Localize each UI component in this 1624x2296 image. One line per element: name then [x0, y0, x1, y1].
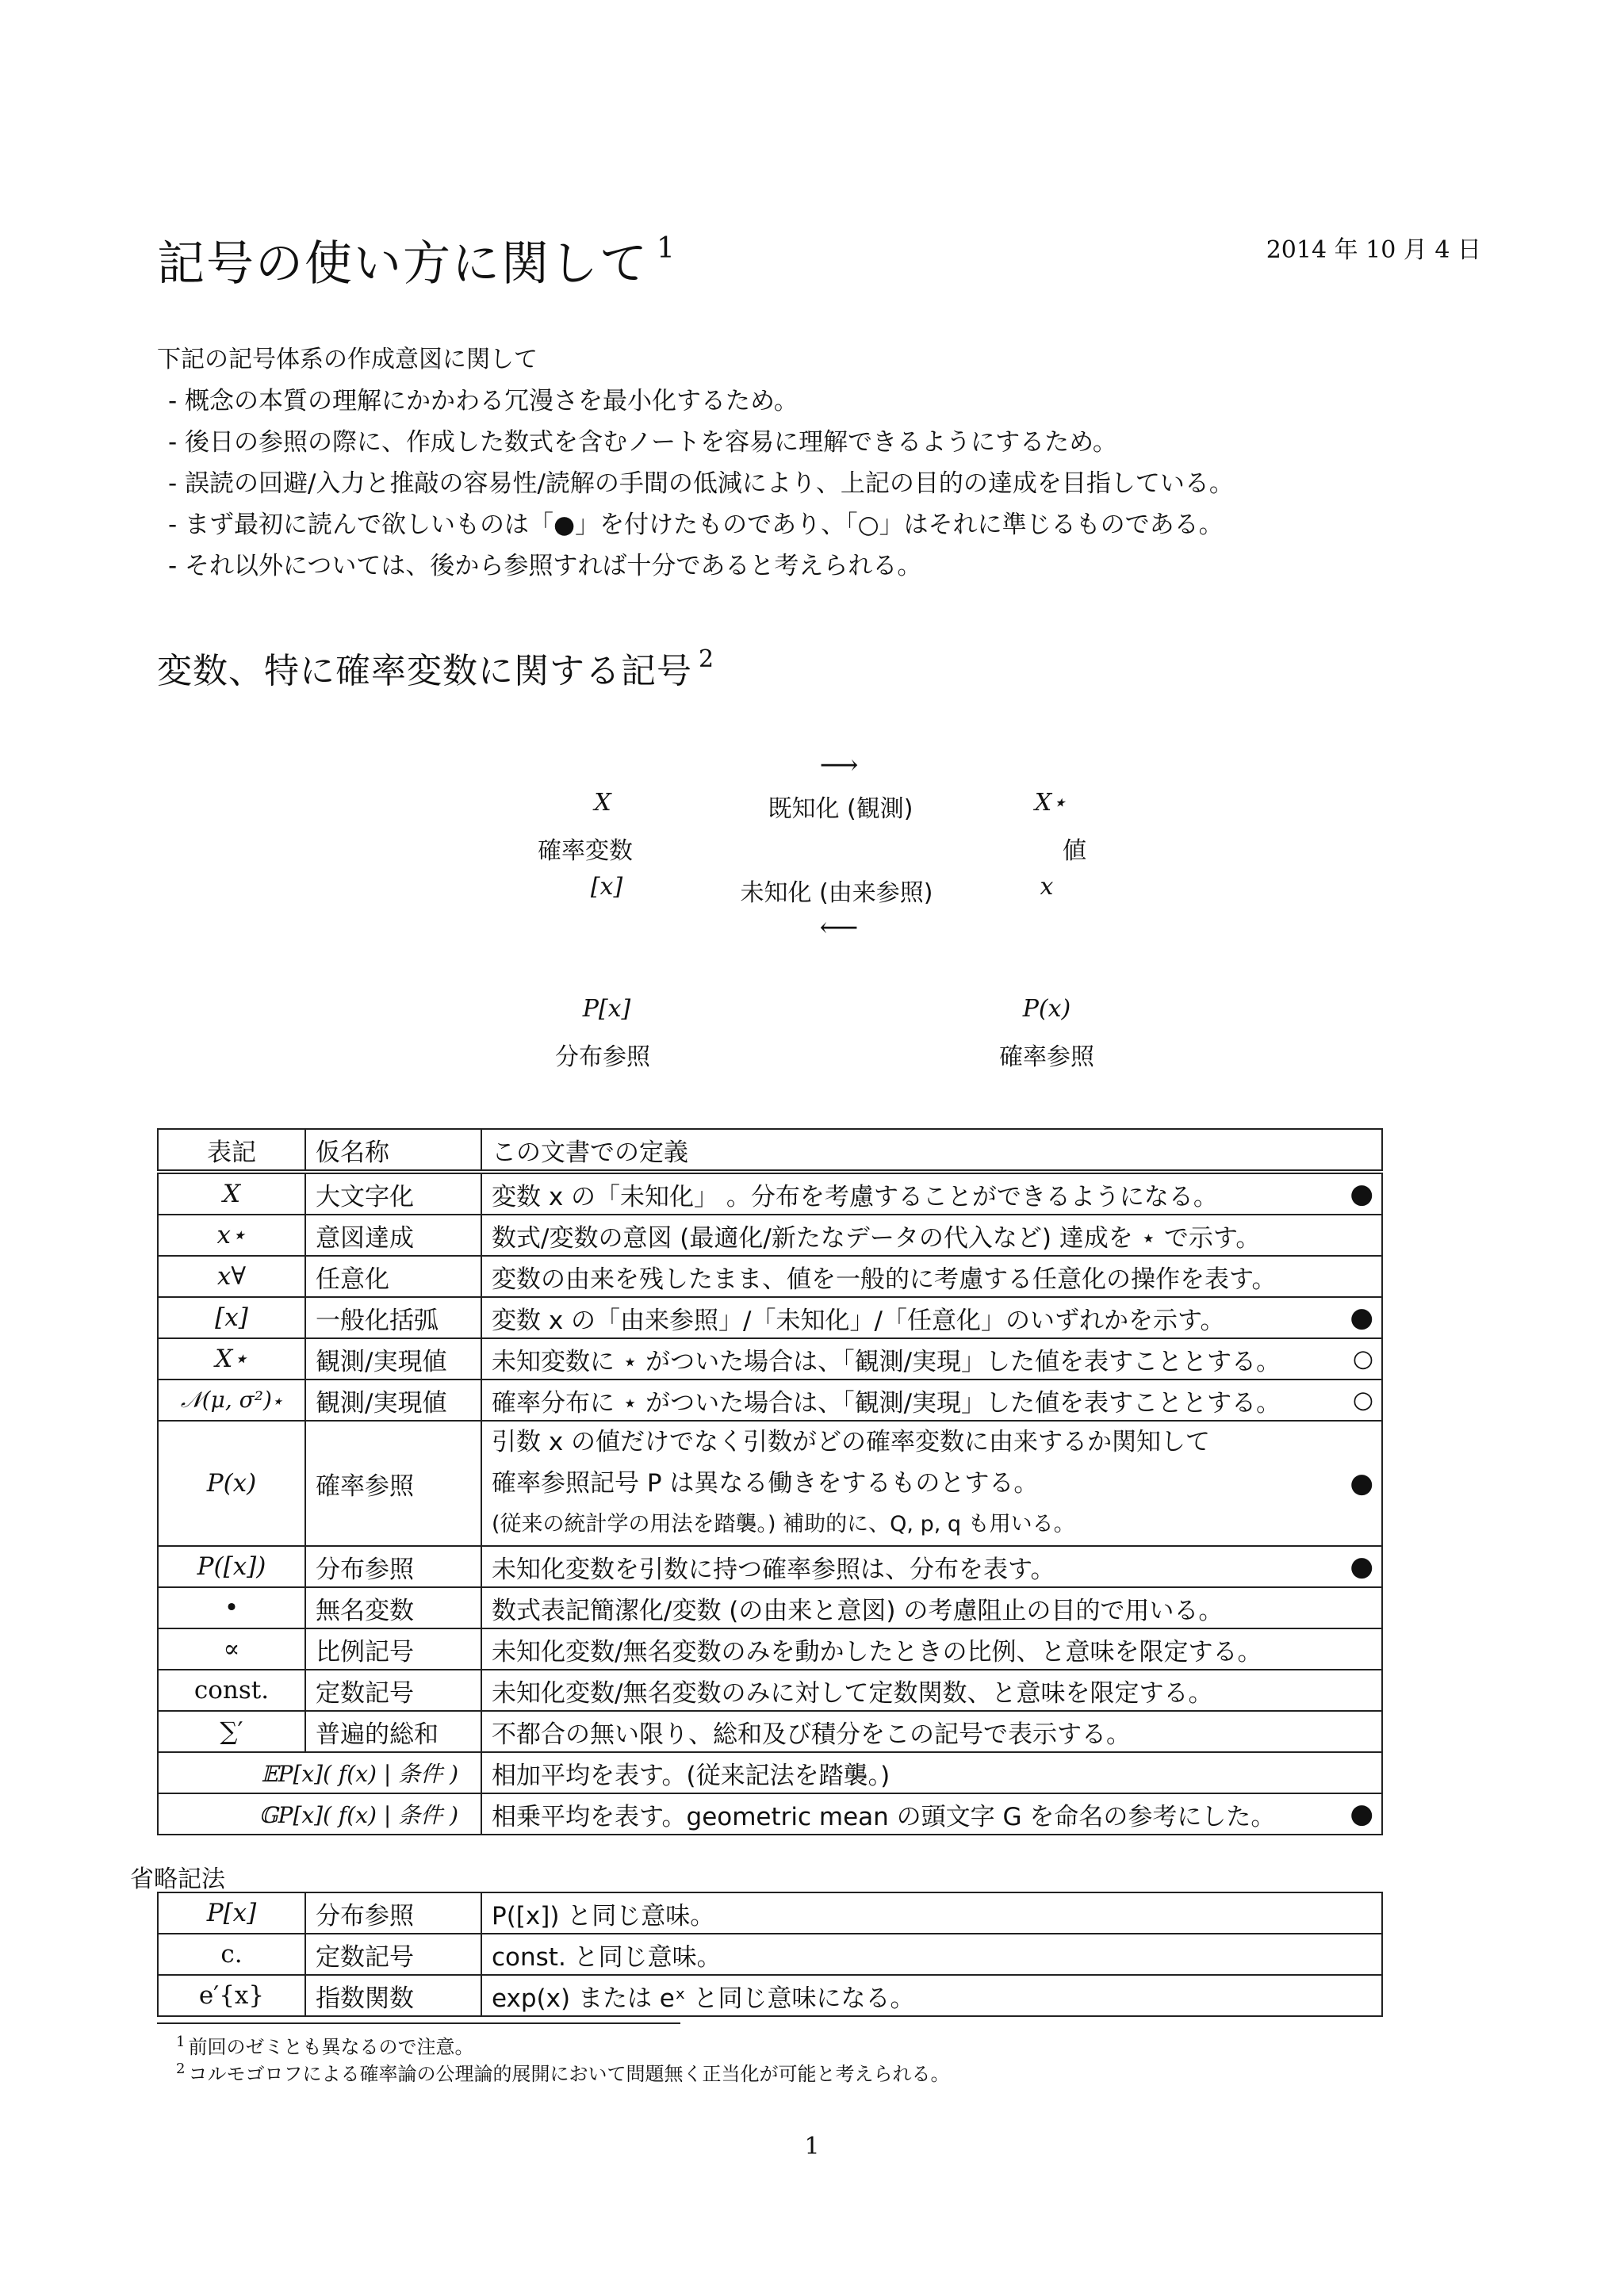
table-row: [158, 1892, 1382, 1934]
diagram-right-lower: x: [1040, 873, 1054, 901]
table-row: [158, 1975, 1382, 2016]
open-circle-icon: ○: [1352, 1386, 1373, 1414]
name-cell: 普遍的総和: [305, 1711, 481, 1752]
diagram-left-symbol: X: [594, 789, 611, 817]
abbrev-heading: 省略記法: [130, 1866, 225, 1893]
symbol-cell: x∀: [158, 1256, 305, 1297]
symbol-cell: X: [158, 1173, 305, 1215]
arrow-left-icon: ⟵: [819, 912, 859, 943]
definition-cell: [481, 1338, 1382, 1380]
definition-cell: [481, 1173, 1382, 1215]
open-circle-icon: ○: [1352, 1345, 1373, 1373]
table-row: [158, 1793, 1382, 1835]
symbol-cell: 𝔼P[x]( f(x) | 条件 ): [158, 1752, 481, 1793]
intro-list: [168, 381, 1234, 587]
symbol-cell: P([x]): [158, 1546, 305, 1587]
footnote-1: [176, 2031, 473, 2059]
definition-cell: [481, 1670, 1382, 1711]
diagram-prob-symbol: P(x): [1022, 995, 1071, 1023]
footnote-text: 前回のゼミとも異なるので注意。: [188, 2036, 474, 2058]
definition-cell: [481, 1546, 1382, 1587]
list-item: - 概念の本質の理解にかかわる冗漫さを最小化するため。: [168, 387, 799, 415]
symbol-cell: P(x): [158, 1421, 305, 1546]
title-footnote-mark: 1: [657, 232, 676, 265]
filled-circle-icon: ●: [1350, 1468, 1373, 1499]
definition-cell: [481, 1711, 1382, 1752]
table-row: [158, 1421, 1382, 1546]
name-cell: 大文字化: [305, 1173, 481, 1215]
definition-text: 変数の由来を残したまま、値を一般的に考慮する任意化の操作を表す。: [492, 1265, 1277, 1294]
table-row: [158, 1173, 1382, 1215]
definition-line: 引数 x の値だけでなく引数がどの確率変数に由来するか関知して: [492, 1428, 1211, 1456]
symbol-cell: e′{x}: [158, 1975, 305, 2016]
title-text: 記号の使い方に関して: [157, 236, 649, 292]
symbol-cell: P[x]: [158, 1892, 305, 1934]
definition-text: 未知化変数/無名変数のみに対して定数関数、と意味を限定する。: [492, 1678, 1213, 1708]
definition-cell: P([x]) と同じ意味。: [481, 1892, 1382, 1934]
footnote-2: [176, 2058, 949, 2086]
symbol-cell: 𝔾P[x]( f(x) | 条件 ): [158, 1793, 481, 1835]
footnote-mark: 2: [176, 2061, 186, 2077]
symbol-cell: c.: [158, 1934, 305, 1975]
main-table-header: [157, 1128, 1383, 1171]
table-row: [158, 1546, 1382, 1587]
intro-heading: 下記の記号体系の作成意図に関して: [157, 346, 538, 373]
arrow-right-icon: ⟶: [819, 749, 859, 781]
table-row: [158, 1215, 1382, 1256]
symbol-cell: 𝒩(μ, σ²)⋆: [158, 1380, 305, 1421]
name-cell: 確率参照: [305, 1421, 481, 1546]
section-heading-text: 変数、特に確率変数に関する記号: [157, 651, 692, 691]
table-row: [158, 1670, 1382, 1711]
name-cell: 定数記号: [305, 1934, 481, 1975]
definition-text: 未知化変数を引数に持つ確率参照は、分布を表す。: [492, 1555, 1055, 1584]
section-footnote-mark: 2: [699, 645, 715, 673]
footnote-text: コルモゴロフによる確率論の公理論的展開において問題無く正当化が可能と考えられる。: [188, 2063, 950, 2085]
name-cell: 指数関数: [305, 1975, 481, 2016]
table-row: [158, 1587, 1382, 1628]
symbol-cell: const.: [158, 1670, 305, 1711]
symbol-cell: •: [158, 1587, 305, 1628]
definition-cell: [481, 1421, 1382, 1546]
diagram-dist-symbol: P[x]: [582, 995, 631, 1023]
filled-circle-icon: ●: [1350, 1178, 1373, 1210]
name-cell: 分布参照: [305, 1892, 481, 1934]
diagram-bottom-label: 未知化 (由来参照): [740, 879, 933, 907]
definition-cell: const. と同じ意味。: [481, 1934, 1382, 1975]
column-header: 仮名称: [305, 1129, 481, 1170]
list-item: - まず最初に読んで欲しいものは「●」を付けたものであり、「○」はそれに準じるものである。: [168, 511, 1224, 539]
definition-line: 確率参照記号 P は異なる働きをするものとする。: [492, 1469, 1039, 1498]
name-cell: 意図達成: [305, 1215, 481, 1256]
diagram-right-label: 値: [1063, 837, 1086, 865]
name-cell: 観測/実現値: [305, 1338, 481, 1380]
table-header-row: [158, 1129, 1382, 1170]
table-row: [158, 1934, 1382, 1975]
definition-text: 不都合の無い限り、総和及び積分をこの記号で表示する。: [492, 1720, 1131, 1749]
symbol-cell: ∑′: [158, 1711, 305, 1752]
definition-cell: [481, 1752, 1382, 1793]
table-row: [158, 1338, 1382, 1380]
filled-circle-icon: ●: [1350, 1302, 1373, 1334]
document-date: 2014 年 10 月 4 日: [1266, 236, 1481, 264]
definition-text: 数式/変数の意図 (最適化/新たなデータの代入など) 達成を ⋆ で示す。: [492, 1223, 1261, 1253]
diagram-left-bracket: [x]: [590, 873, 623, 901]
definition-text: 確率分布に ⋆ がついた場合は、「観測/実現」した値を表すこととする。: [492, 1388, 1281, 1418]
definition-cell: [481, 1793, 1382, 1835]
name-cell: 観測/実現値: [305, 1380, 481, 1421]
definition-cell: [481, 1297, 1382, 1338]
name-cell: 無名変数: [305, 1587, 481, 1628]
definition-cell: exp(x) または eˣ と同じ意味になる。: [481, 1975, 1382, 2016]
table-row: [158, 1256, 1382, 1297]
definition-cell: [481, 1628, 1382, 1670]
page-number: 1: [804, 2133, 820, 2160]
list-item: - 誤読の回避/入力と推敲の容易性/読解の手間の低減により、上記の目的の達成を目指している。: [168, 469, 1234, 498]
diagram-prob-label: 確率参照: [999, 1043, 1094, 1071]
name-cell: 分布参照: [305, 1546, 481, 1587]
main-table: [157, 1173, 1383, 1835]
symbol-cell: [x]: [158, 1297, 305, 1338]
filled-circle-icon: ●: [1350, 1798, 1373, 1830]
definition-line: (従来の統計学の用法を踏襲。) 補助的に、Q, p, q も用いる。: [492, 1512, 1075, 1536]
definition-text: 変数 x の「未知化」 。分布を考慮することができるようになる。: [492, 1182, 1218, 1211]
table-row: [158, 1752, 1382, 1793]
diagram-left-label: 確率変数: [538, 837, 633, 865]
name-cell: 定数記号: [305, 1670, 481, 1711]
name-cell: 一般化括弧: [305, 1297, 481, 1338]
symbol-cell: ∝: [158, 1628, 305, 1670]
column-header: この文書での定義: [481, 1129, 1382, 1170]
table-row: [158, 1628, 1382, 1670]
name-cell: 任意化: [305, 1256, 481, 1297]
abbrev-table: [157, 1892, 1383, 2017]
definition-cell: [481, 1256, 1382, 1297]
diagram-right-symbol: X⋆: [1034, 789, 1067, 817]
table-row: [158, 1711, 1382, 1752]
diagram-dist-label: 分布参照: [555, 1043, 650, 1071]
definition-cell: [481, 1587, 1382, 1628]
definition-cell: [481, 1215, 1382, 1256]
symbol-cell: x⋆: [158, 1215, 305, 1256]
definition-text: 未知化変数/無名変数のみを動かしたときの比例、と意味を限定する。: [492, 1637, 1262, 1667]
page-title: [157, 226, 676, 294]
definition-text: 相加平均を表す。(従来記法を踏襲。): [492, 1761, 891, 1790]
diagram-top-label: 既知化 (観測): [768, 795, 914, 823]
definition-text: 未知変数に ⋆ がついた場合は、「観測/実現」した値を表すこととする。: [492, 1347, 1281, 1376]
section-heading: [157, 642, 714, 693]
column-header: 表記: [158, 1129, 305, 1170]
footnote-mark: 1: [176, 2034, 186, 2050]
filled-circle-icon: ●: [1350, 1551, 1373, 1582]
table-row: [158, 1297, 1382, 1338]
list-item: - 後日の参照の際に、作成した数式を含むノートを容易に理解できるようにするため。: [168, 428, 1117, 457]
definition-text: 数式表記簡潔化/変数 (の由来と意図) の考慮阻止の目的で用いる。: [492, 1596, 1224, 1625]
footnote-divider: [157, 2022, 680, 2024]
list-item: - それ以外については、後から参照すれば十分であると考えられる。: [168, 552, 922, 580]
symbol-cell: X⋆: [158, 1338, 305, 1380]
definition-cell: [481, 1380, 1382, 1421]
definition-text: 相乗平均を表す。geometric mean の頭文字 G を命名の参考にした。: [492, 1802, 1276, 1831]
name-cell: 比例記号: [305, 1628, 481, 1670]
table-row: [158, 1380, 1382, 1421]
definition-text: 変数 x の「由来参照」/「未知化」/「任意化」のいずれかを示す。: [492, 1306, 1225, 1335]
